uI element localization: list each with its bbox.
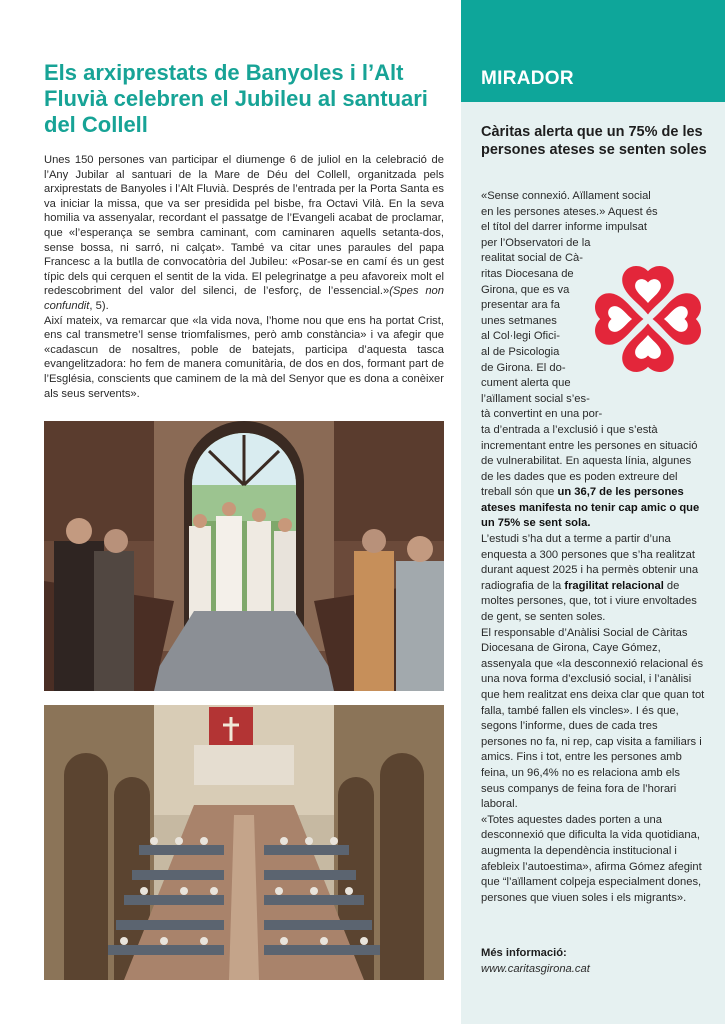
sidebar-paragraph-4: «Totes aquestes dades porten a una desconnexió que dificulta la vida quotidiana, augmenta la dependència institucional i afebleix l’autoestima», afirma Gómez afegint que “l’aïllament colpeja especialment dones, persones que viuen soles i els migrants». — [481, 813, 702, 904]
more-info — [481, 946, 705, 977]
procession-photo — [44, 421, 444, 691]
sidebar — [461, 0, 725, 1024]
sanctuary-interior-photo — [44, 705, 444, 980]
article-body — [44, 153, 444, 401]
lead-line: realitat social de Cà- — [481, 252, 583, 265]
sidebar-body — [481, 189, 705, 906]
sidebar-paragraph-3: El responsable d’Anàlisi Social de Càritas Diocesana de Girona, Caye Gómez, assenyala que «la desconnexió relacional és una nova forma d’exclusió social, i l’anàlisi que hem realitzat ens deixa clar que quan tot falla, també fallen els vincles». I és que, segons l’informe, dues de cada tres persones no fa, ni rep, cap visita a familiars i amics. Fins i tot, entre les persones amb feina, un 96,4% no es relaciona amb els seus companys de feina fora de l’horari laboral. — [481, 626, 705, 811]
more-info-label: Més informació: — [481, 947, 567, 959]
sidebar-lead — [481, 189, 705, 532]
lead-line: Girona, que es va — [481, 283, 570, 296]
paragraph-2-highlight: fragilitat relacional — [564, 579, 664, 592]
lead-line: «Sense connexió. Aïllament social — [481, 190, 651, 202]
lead-highlight: un 36,7 de les persones ateses manifesta no tenir cap amic o que un 75% se sent sola. — [481, 486, 700, 530]
lead-line: presentar ara fa — [481, 299, 560, 312]
article-citation: (Spes non confundit — [44, 285, 445, 312]
lead-line: cument alerta que — [481, 377, 571, 390]
lead-line: al Col·legi Ofici- — [481, 330, 560, 343]
sidebar-paragraph-2 — [481, 532, 705, 626]
article-title: Els arxiprestats de Banyoles i l’Alt Fluvià celebren el Jubileu al santuari del Collell — [44, 60, 428, 137]
section-label: MIRADOR — [481, 68, 574, 89]
lead-line: ritas Diocesana de — [481, 267, 574, 280]
article-paragraph-1-text: Unes 150 persones van participar el diumenge 6 de juliol en la celebració de l’Any Jubilar al santuari de la Mare de Déu del Collell, organitzada pels arxiprestats de Banyoles i l’Alt Fluvià. Després de l’entrada per la Porta Santa es va iniciar la missa, que va ser presidida pel bisbe, fra Octavi Vilà. En la seva homilia va assenyalar, recordant el passatge de l’Evangeli acabat de proclamar, que «l’esperança se sembra caminant, com caminaren aquells setanta-dos, sense bossa, ni sarró, ni calçat». També va citar unes paraules del papa Francesc a la butlla de convocatòria del Jubileu: «Posar-se en camí és un gest típic dels qui cerquen el sentit de la vida. El pelegrinatge a peu afavoreix molt el redescobriment del valor del silenci, de l’esforç, de l’essencial.» — [44, 154, 444, 298]
paragraph-2-start: L’estudi s’ha dut a terme a partir d’una enquesta a 300 persones que s’ha realitzat durant aquest 2025 i ha permès obtenir una radiografia de la — [481, 533, 699, 592]
article-paragraph-2: Així mateix, va remarcar que «la vida nova, l’home nou que ens ha portat Crist, ens cal transmetre’l sense triomfalismes, però amb constància» i va afegir que «cadascun de nosaltres, poble de batejats, participa d’aquesta tasca evangelitzadora: ho fem de manera comunitària, de dos en dos, formant part de l’Església, conscients que caminem de la mà del Senyor que es dona a conèixer als seus servents». — [44, 314, 444, 400]
section-header — [461, 0, 725, 102]
lead-line: de Girona. El do- — [481, 361, 566, 374]
lead-continuation: ta d’entrada a l’exclusió i que s’està incrementant entre les persones en situació de vulnerabilitat. En aquesta línia, algunes de les dades que es poden extreure del treball són que — [481, 423, 698, 499]
lead-line: l’aïllament social s’es- — [481, 392, 590, 405]
article-citation-end: , 5). — [89, 299, 109, 312]
lead-line: per l’Observatori de la — [481, 236, 591, 249]
paragraph-2-end: de moltes persones, que, tot i viure envoltades de gent, se senten soles. — [481, 579, 697, 624]
article-paragraph-1 — [44, 153, 444, 314]
lead-line: tà convertint en una por- — [481, 408, 603, 421]
website-link[interactable]: www.caritasgirona.cat — [481, 962, 590, 975]
lead-line: unes setmanes — [481, 314, 557, 327]
lead-line: al de Psicologia — [481, 345, 560, 358]
sidebar-title: Càritas alerta que un 75% de les persones ateses se senten soles — [481, 124, 707, 158]
lead-line: en les persones ateses.» Aquest és — [481, 205, 658, 218]
lead-line: el títol del darrer informe impulsat — [481, 221, 648, 234]
